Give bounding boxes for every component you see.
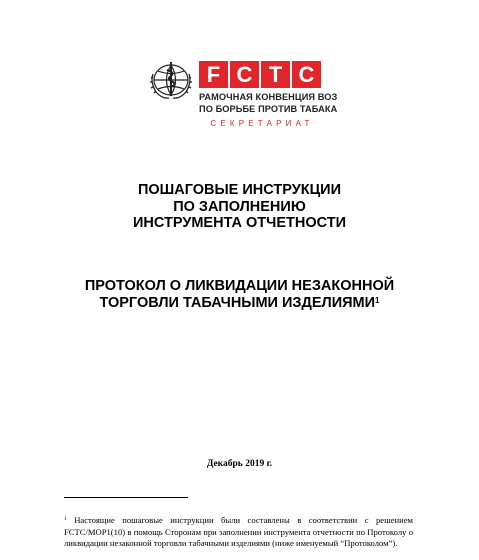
fctc-letter: F [199,61,228,88]
fctc-logo [199,61,321,88]
fctc-letter: C [230,61,259,88]
convention-name-line2: ПО БОРЬБЕ ПРОТИВ ТАБАКА [199,104,338,114]
document-title [0,182,479,232]
convention-name-line1: РАМОЧНАЯ КОНВЕНЦИЯ ВОЗ [199,92,338,102]
subtitle-line [0,295,479,312]
fctc-letter: T [261,61,290,88]
secretariat-label: СЕКРЕТАРИАТ [210,119,314,128]
title-line: ПО ЗАПОЛНЕНИЮ [173,198,306,215]
footnote-reference[interactable]: 1 [375,295,380,305]
title-line: ИНСТРУМЕНТА ОТЧЕТНОСТИ [132,215,347,231]
footnote-text: Настоящие пошаговые инструкции были составлены в соответствии с решением FCTC/MOP1(10) в помощь Сторонам при заполнении инструмента отчетности по Протоколу о ликвидации незаконной торговли табачными изделиями (ниже именуемый “Протоколом”). [64,515,413,548]
subtitle-line-text: ТОРГОВЛИ ТАБАЧНЫМИ ИЗДЕЛИЯМИ [99,294,376,311]
who-emblem-icon [150,60,192,100]
document-subtitle [0,278,479,311]
subtitle-line: ПРОТОКОЛ О ЛИКВИДАЦИИ НЕЗАКОННОЙ [84,278,395,294]
footnote-separator [64,497,188,498]
fctc-letter: C [292,61,321,88]
document-date: Декабрь 2019 г. [206,459,273,469]
footnote-mark: 1 [64,516,67,522]
title-line: ПОШАГОВЫЕ ИНСТРУКЦИИ [137,182,342,198]
footnote [64,515,413,550]
